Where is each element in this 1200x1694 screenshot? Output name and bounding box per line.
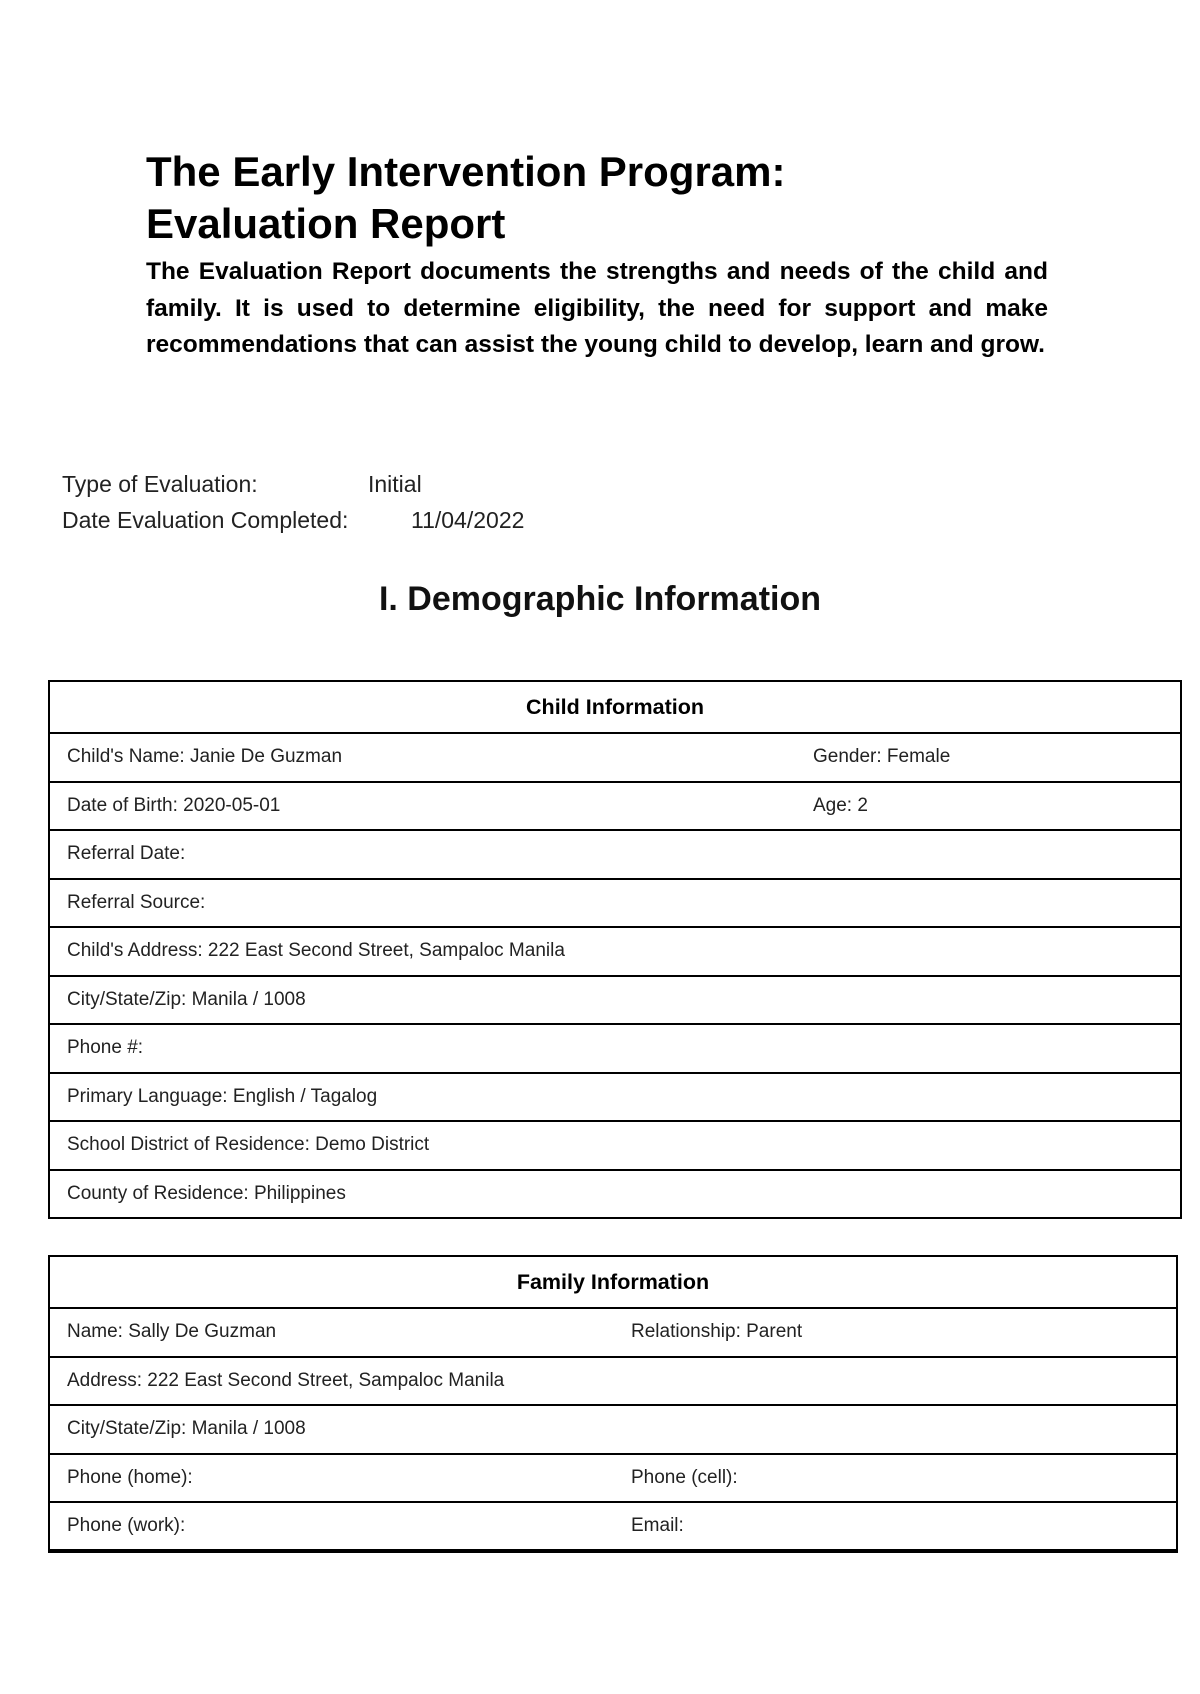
child-phone-field: Phone #: (49, 1024, 1181, 1073)
family-name-field: Name: Sally De Guzman (49, 1308, 631, 1357)
family-relationship-field: Relationship: Parent (631, 1308, 1177, 1357)
report-title-line-1: The Early Intervention Program: (146, 148, 786, 195)
family-name-row (49, 1308, 1177, 1357)
family-phone-home-field: Phone (home): (49, 1454, 631, 1503)
family-email-field: Email: (631, 1502, 1177, 1551)
report-title (146, 146, 1046, 250)
child-name-field: Child's Name: Janie De Guzman (49, 733, 813, 782)
child-address-row (49, 927, 1181, 976)
child-information-table (48, 680, 1182, 1219)
evaluation-type-label: Type of Evaluation: (62, 471, 258, 497)
referral-date-row (49, 830, 1181, 879)
referral-date-field: Referral Date: (49, 830, 1181, 879)
section-heading-demographic: I. Demographic Information (378, 580, 822, 618)
child-dob-field: Date of Birth: 2020-05-01 (49, 782, 813, 831)
county-field: County of Residence: Philippines (49, 1170, 1181, 1219)
report-intro: The Evaluation Report documents the strengths and needs of the child and family. It is used to determine eligibility, the need for support and make recommendations that can assist the young child to develop, learn and grow. (146, 258, 1048, 358)
family-info-header-row (49, 1256, 1177, 1308)
family-info-heading: Family Information (49, 1256, 1177, 1308)
family-address-field: Address: 222 East Second Street, Sampaloc Manila (49, 1357, 1177, 1406)
child-address-field: Child's Address: 222 East Second Street, Sampaloc Manila (49, 927, 1181, 976)
report-title-line-2: Evaluation Report (146, 200, 506, 247)
school-district-row (49, 1121, 1181, 1170)
family-work-row (49, 1502, 1177, 1551)
child-dob-row (49, 782, 1181, 831)
child-phone-row (49, 1024, 1181, 1073)
family-phone-row (49, 1454, 1177, 1503)
referral-source-field: Referral Source: (49, 879, 1181, 928)
evaluation-type-value: Initial (368, 471, 422, 497)
primary-language-field: Primary Language: English / Tagalog (49, 1073, 1181, 1122)
family-phone-work-field: Phone (work): (49, 1502, 631, 1551)
family-city-row (49, 1405, 1177, 1454)
family-information-table (48, 1255, 1178, 1553)
child-age-field: Age: 2 (813, 782, 1181, 831)
school-district-field: School District of Residence: Demo District (49, 1121, 1181, 1170)
primary-language-row (49, 1073, 1181, 1122)
child-info-header-row (49, 681, 1181, 733)
child-gender-field: Gender: Female (813, 733, 1181, 782)
child-info-heading: Child Information (49, 681, 1181, 733)
county-row (49, 1170, 1181, 1219)
child-name-row (49, 733, 1181, 782)
family-phone-cell-field: Phone (cell): (631, 1454, 1177, 1503)
child-city-row (49, 976, 1181, 1025)
family-address-row (49, 1357, 1177, 1406)
family-city-field: City/State/Zip: Manila / 1008 (49, 1405, 1177, 1454)
evaluation-date-label: Date Evaluation Completed: (62, 507, 349, 533)
referral-source-row (49, 879, 1181, 928)
evaluation-date-value: 11/04/2022 (411, 507, 525, 533)
child-city-field: City/State/Zip: Manila / 1008 (49, 976, 1181, 1025)
